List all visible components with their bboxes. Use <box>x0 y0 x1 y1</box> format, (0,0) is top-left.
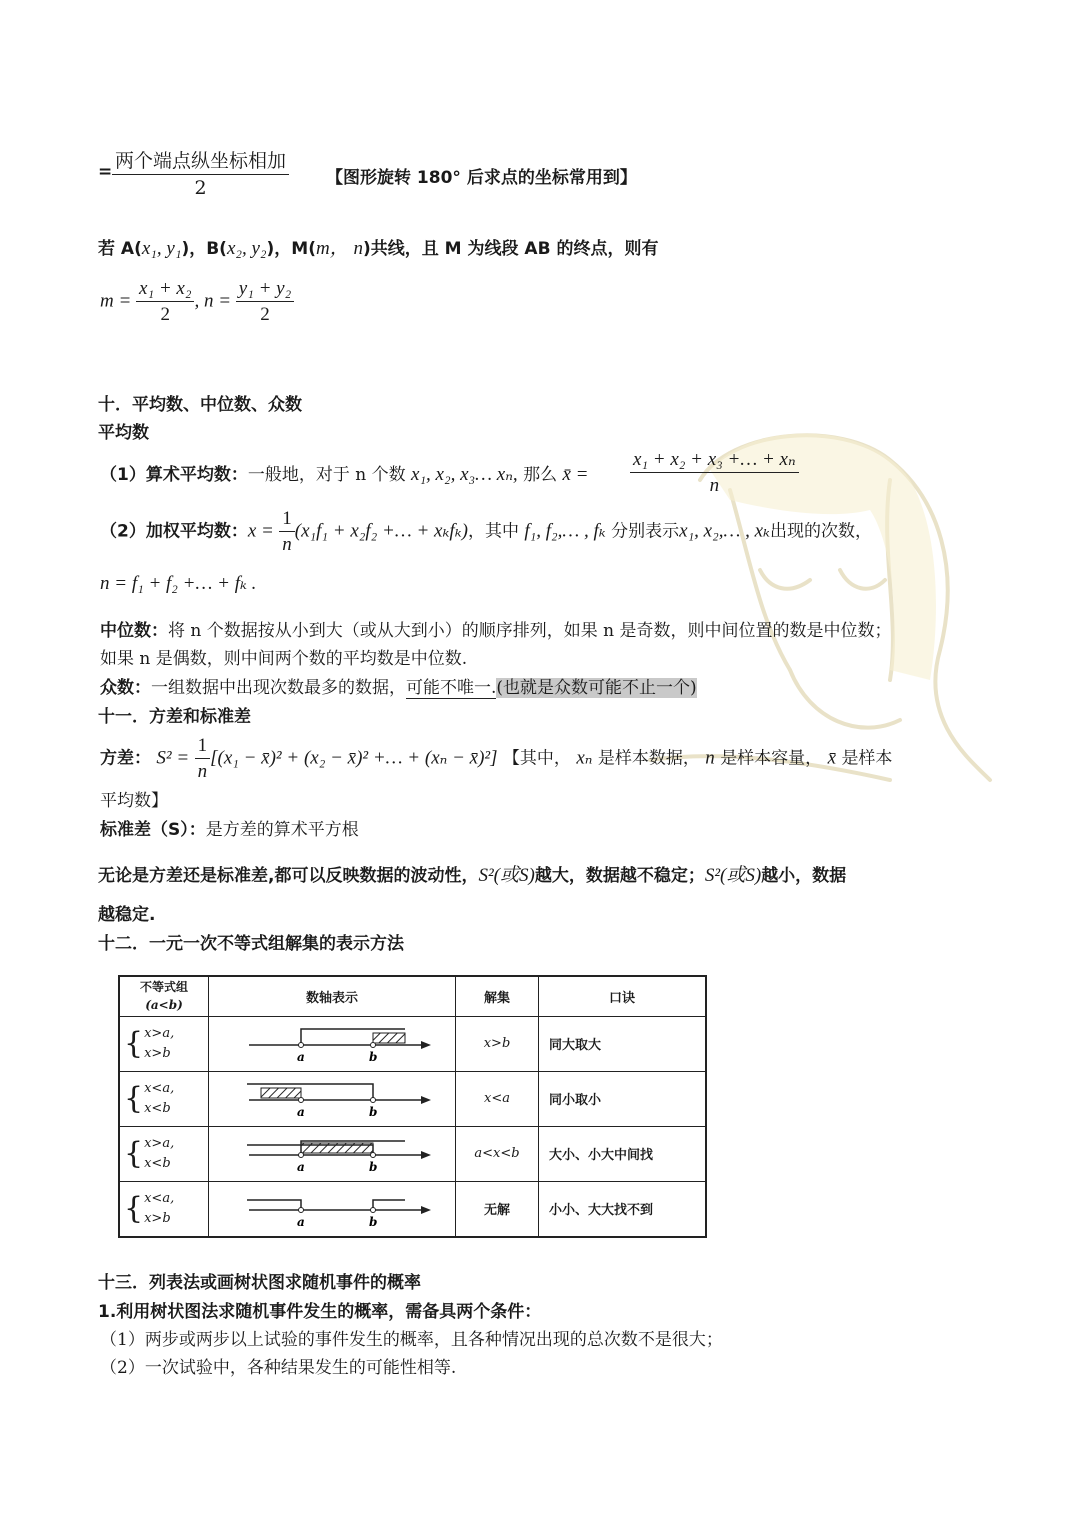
label-b: b <box>369 1214 378 1229</box>
brace-icon: { <box>124 1080 144 1116</box>
table-row <box>119 1126 706 1181</box>
weighted-mean-where: ，其中 <box>467 521 519 542</box>
number-line-cell <box>209 1181 456 1237</box>
arithmetic-mean-lhs: x̄ = <box>562 464 589 485</box>
midpoint-formula <box>100 278 294 326</box>
point-a <box>299 1042 304 1047</box>
solution-cell: x<a <box>456 1071 539 1126</box>
solution-hatch <box>261 1088 301 1098</box>
solution-hatch <box>373 1033 405 1043</box>
system-line-1: x<a, <box>144 1190 175 1206</box>
axis-arrow-icon <box>421 1151 431 1159</box>
point-b <box>371 1097 376 1102</box>
system-cell <box>119 1181 209 1237</box>
n-var: , n = <box>194 290 232 312</box>
point-a <box>299 1152 304 1157</box>
section-13-title: 十三．列表法或画树状图求随机事件的概率 <box>98 1273 421 1293</box>
equals-sign: = <box>98 162 113 182</box>
weighted-mean-n: n = f₁ + f₂ +… + fₖ . <box>100 573 257 594</box>
arithmetic-mean-vars: x₁, x₂, x₃… xₙ, <box>411 464 518 485</box>
variance-note-4: 是样本 <box>841 748 893 769</box>
solution-cell: a<x<b <box>456 1126 539 1181</box>
median-line-2: 如果 n 是偶数，则中间两个数的平均数是中位数. <box>100 649 468 669</box>
section-11-title: 十一．方差和标准差 <box>98 707 251 727</box>
arithmetic-mean-line <box>100 460 589 486</box>
solution-hatch <box>301 1143 373 1153</box>
section-13-subtitle: 1.利用树状图法求随机事件发生的概率，需备具两个条件： <box>98 1302 542 1322</box>
point-a-coords: x₁, y₁ <box>141 238 182 259</box>
variance-denominator: n <box>197 761 208 782</box>
collinear-suffix: )共线，且 M 为线段 AB 的终点，则有 <box>362 239 659 259</box>
number-line-cell <box>209 1126 456 1181</box>
variance-note-3: 是样本容量， <box>720 748 823 769</box>
system-line-2: x<b <box>144 1155 171 1171</box>
std-dev-text: 是方差的算术平方根 <box>205 820 359 840</box>
point-b <box>371 1207 376 1212</box>
mean-subtitle: 平均数 <box>98 423 149 443</box>
n-numerator: y₁ + y₂ <box>236 278 294 302</box>
point-a <box>299 1207 304 1212</box>
condition-1: （1）两步或两步以上试验的事件发生的概率，且各种情况出现的总次数不是很大； <box>100 1330 723 1350</box>
n-denominator: 2 <box>260 304 270 325</box>
std-dev-line <box>100 815 359 840</box>
variance-note-2: 是样本数据， <box>597 748 700 769</box>
system-line-1: x<a, <box>144 1080 175 1096</box>
weighted-mean-tail: 出现的次数， <box>769 521 872 542</box>
system-line-2: x>b <box>144 1045 171 1061</box>
label-a: a <box>297 1049 305 1064</box>
rule-cell: 同大取大 <box>539 1016 707 1071</box>
point-m-coords: m， n <box>315 238 363 259</box>
number-line-cell <box>209 1016 456 1071</box>
inequality-table <box>118 975 707 1238</box>
midpoint-denominator: 2 <box>194 177 207 199</box>
system-line-2: x>b <box>144 1210 171 1226</box>
axis-arrow-icon <box>421 1206 431 1214</box>
volatility-line <box>98 860 846 887</box>
weighted-mean-values: x₁, x₂,… , xₖ <box>679 520 770 542</box>
label-b: b <box>369 1049 378 1064</box>
solution-cell: x>b <box>456 1016 539 1071</box>
median-line-1 <box>100 616 892 641</box>
arithmetic-mean-then: 那么 <box>523 465 558 485</box>
axis-arrow-icon <box>421 1096 431 1104</box>
volatility-symbol-1: S²(或S) <box>478 865 535 886</box>
number-line-diagram <box>209 1182 455 1232</box>
variance-xbar: x̄ <box>827 747 837 769</box>
number-line-diagram <box>209 1127 455 1177</box>
table-row <box>119 1016 706 1071</box>
arithmetic-mean-fraction <box>630 448 799 497</box>
volatility-text-2: 越大，数据越不稳定； <box>534 866 705 886</box>
point-b-coords: x₂, y₂ <box>226 238 267 259</box>
m-var: m = <box>100 290 132 312</box>
label-b: b <box>369 1104 378 1119</box>
m-denominator: 2 <box>160 304 170 325</box>
weighted-mean-denominator: n <box>282 534 292 555</box>
header-system-label: 不等式组 <box>139 980 188 995</box>
rule-cell: 大小、小大中间找 <box>539 1126 707 1181</box>
section-10-title: 十．平均数、中位数、众数 <box>98 395 302 415</box>
number-line-cell <box>209 1071 456 1126</box>
volatility-text-1: 无论是方差还是标准差,都可以反映数据的波动性， <box>98 866 479 886</box>
collinear-mid2: )，M( <box>266 239 316 259</box>
table-header-row <box>119 976 706 1016</box>
variance-note-1: 【其中， <box>502 748 571 769</box>
system-line-1: x>a, <box>144 1025 175 1041</box>
condition-2: （2）一次试验中，各种结果发生的可能性相等. <box>100 1358 457 1378</box>
number-line-diagram <box>209 1017 455 1067</box>
system-line-1: x>a, <box>144 1135 175 1151</box>
header-axis: 数轴表示 <box>209 976 456 1016</box>
median-text-1: 将 n 个数据按从小到大（或从大到小）的顺序排列，如果 n 是奇数，则中间位置的数是中位数； <box>168 621 892 641</box>
range-a <box>247 1200 301 1210</box>
volatility-symbol-2: S²(或S) <box>704 865 762 886</box>
weighted-mean-lhs: x = <box>247 520 274 542</box>
solution-cell: 无解 <box>456 1181 539 1237</box>
collinear-mid1: )，B( <box>181 239 227 259</box>
weighted-mean-numerator: 1 <box>279 508 295 532</box>
variance-label: 方差： <box>100 748 151 769</box>
arithmetic-mean-numerator: x₁ + x₂ + x₃ +… + xₙ <box>630 448 799 473</box>
header-rule: 口诀 <box>539 976 707 1016</box>
brace-icon: { <box>124 1190 144 1226</box>
label-b: b <box>369 1159 378 1174</box>
point-b <box>371 1152 376 1157</box>
weighted-mean-line <box>100 508 872 556</box>
mode-line <box>100 673 697 698</box>
mode-text: 一组数据中出现次数最多的数据， <box>151 678 406 698</box>
section-12-title: 十二．一元一次不等式组解集的表示方法 <box>98 934 404 954</box>
mode-underlined-text: 可能不唯一. <box>406 678 497 698</box>
mode-label: 众数： <box>100 678 151 698</box>
system-cell <box>119 1016 209 1071</box>
variance-n: n <box>705 747 715 769</box>
header-system <box>119 976 209 1016</box>
axis-arrow-icon <box>421 1041 431 1049</box>
point-b <box>371 1042 376 1047</box>
header-solution: 解集 <box>456 976 539 1016</box>
label-a: a <box>297 1159 305 1174</box>
variance-xn: xₙ <box>576 747 593 769</box>
volatility-line-end: 越稳定. <box>98 905 156 925</box>
table-row <box>119 1181 706 1237</box>
arithmetic-mean-denominator: n <box>709 475 720 496</box>
midpoint-fraction <box>112 146 289 199</box>
collinear-statement <box>98 233 658 260</box>
weighted-mean-represent: 分别表示 <box>611 521 680 542</box>
weighted-mean-label: （2）加权平均数： <box>100 521 248 542</box>
variance-lhs: S² = <box>156 747 190 769</box>
rotation-note: 【图形旋转 180° 后求点的坐标常用到】 <box>326 168 637 188</box>
variance-expression: [(x₁ − x̄)² + (x₂ − x̄)² +… + (xₙ − x̄)²] <box>210 747 498 769</box>
system-line-2: x<b <box>144 1100 171 1116</box>
arithmetic-mean-text: 一般地，对于 n 个数 <box>247 465 406 485</box>
label-a: a <box>297 1104 305 1119</box>
weighted-mean-frequencies: f₁, f₂,… , fₖ <box>524 520 606 542</box>
system-cell <box>119 1071 209 1126</box>
label-a: a <box>297 1214 305 1229</box>
weighted-mean-expression: (x₁f₁ + x₂f₂ +… + xₖfₖ) <box>294 520 468 542</box>
brace-icon: { <box>124 1135 144 1171</box>
brace-icon: { <box>124 1025 144 1061</box>
midpoint-numerator: 两个端点纵坐标相加 <box>112 146 289 175</box>
median-label: 中位数： <box>100 621 168 641</box>
collinear-prefix: 若 A( <box>98 239 142 259</box>
arithmetic-mean-label: （1）算术平均数： <box>100 465 248 485</box>
volatility-text-3: 越小，数据 <box>761 866 847 886</box>
variance-numerator: 1 <box>195 735 211 759</box>
variance-note-end: 平均数】 <box>100 791 168 811</box>
point-a <box>299 1097 304 1102</box>
range-b <box>373 1200 405 1210</box>
rule-cell: 小小、大大找不到 <box>539 1181 707 1237</box>
table-row <box>119 1071 706 1126</box>
rule-cell: 同小取小 <box>539 1071 707 1126</box>
std-dev-label: 标准差（S）： <box>100 820 206 840</box>
number-line-diagram <box>209 1072 455 1122</box>
variance-line <box>100 735 892 783</box>
header-condition: (a<b) <box>145 998 183 1013</box>
m-numerator: x₁ + x₂ <box>136 278 194 302</box>
system-cell <box>119 1126 209 1181</box>
mode-highlighted-text: (也就是众数可能不止一个) <box>496 678 697 698</box>
